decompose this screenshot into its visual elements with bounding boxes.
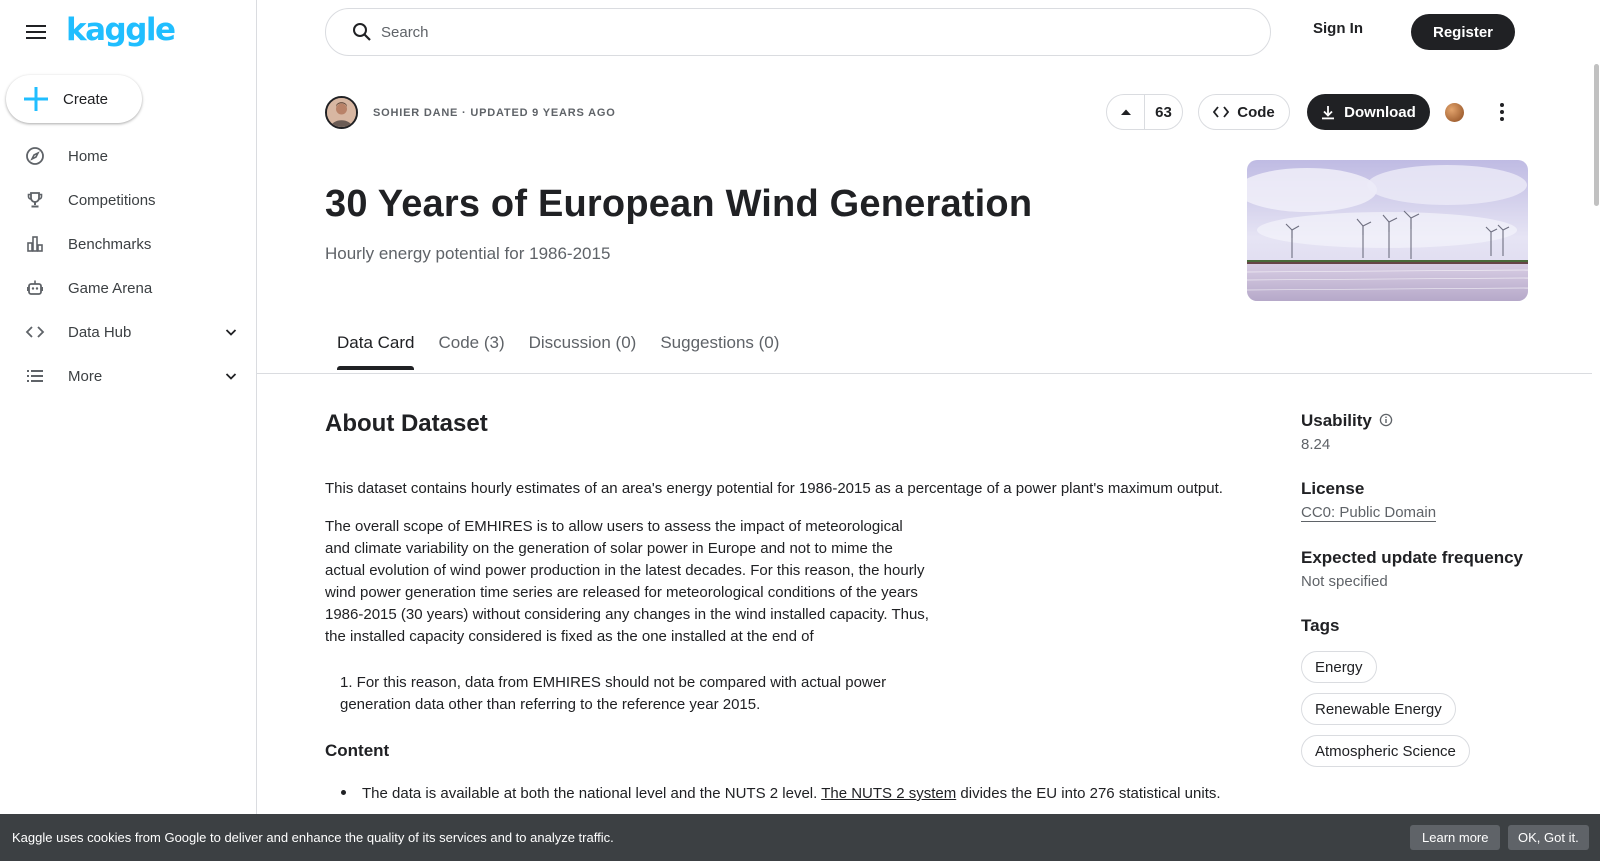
tags-label: Tags: [1301, 616, 1340, 635]
about-heading: About Dataset: [325, 410, 488, 437]
medal-icon[interactable]: [1445, 103, 1464, 122]
dataset-meta: SOHIER DANE · UPDATED 9 YEARS AGO: [373, 107, 616, 119]
list-item-text-after: divides the EU into 276 statistical units.: [960, 785, 1221, 802]
create-button[interactable]: [6, 75, 142, 123]
tag-renewable-energy[interactable]: Renewable Energy: [1301, 693, 1456, 725]
ordered-list-item: 1. For this reason, data from EMHIRES should not be compared with actual power generation data other than referring to the reference year 2015.: [340, 674, 887, 713]
search-input[interactable]: [381, 24, 1201, 41]
code-icon: [25, 322, 45, 342]
tab-divider: [257, 373, 1592, 374]
dataset-tabs: [337, 333, 803, 366]
tab-code[interactable]: Code (3): [438, 333, 505, 352]
bar-chart-icon: [25, 234, 45, 254]
code-button-label: Code: [1237, 103, 1275, 121]
about-paragraph-2: The overall scope of EMHIRES is to allow users to assess the impact of meteorological and climate variability on the generation of solar power in Europe and not to mime the actual evolution of wind power production in the latest decades. For this reason, the hourly wind power generation time series are released for meteorological conditions of the years 1986-2015 (30 years) without considering any changes in the wind installed capacity. Thus, the installed capacity considered is fixed as the one installed at the end of: [325, 518, 929, 645]
sidebar-item-competitions[interactable]: [0, 178, 256, 222]
search-icon: [351, 21, 373, 43]
upvote-button[interactable]: [1107, 95, 1145, 129]
sidebar-item-label: Home: [68, 147, 109, 165]
download-button-label: Download: [1344, 103, 1416, 121]
list-item: [341, 785, 1221, 802]
download-icon: [1321, 105, 1335, 120]
usability-value: 8.24: [1301, 436, 1331, 453]
triangle-up-icon: [1120, 108, 1132, 116]
register-button[interactable]: Register: [1411, 14, 1515, 50]
dataset-subtitle: Hourly energy potential for 1986-2015: [325, 244, 611, 263]
license-label: License: [1301, 479, 1365, 498]
robot-icon: [25, 278, 45, 298]
sidebar-item-data-hub[interactable]: [0, 310, 256, 354]
sidebar-item-benchmarks[interactable]: [0, 222, 256, 266]
kaggle-logo[interactable]: kaggle: [66, 12, 175, 48]
sidebar-item-label: Benchmarks: [68, 235, 152, 253]
dataset-title: 30 Years of European Wind Generation: [325, 183, 1033, 225]
license-link[interactable]: CC0: Public Domain: [1301, 504, 1437, 521]
compass-icon: [25, 146, 45, 166]
code-icon: [1213, 105, 1229, 119]
about-paragraph-1: This dataset contains hourly estimates of an area's energy potential for 1986-2015 as a percentage of a power plant's maximum output.: [325, 480, 1223, 497]
tag-atmospheric-science[interactable]: Atmospheric Science: [1301, 735, 1470, 767]
search-bar[interactable]: [325, 8, 1271, 56]
chevron-down-icon[interactable]: [223, 368, 239, 384]
tab-suggestions[interactable]: Suggestions (0): [660, 333, 780, 352]
author-avatar[interactable]: [325, 96, 358, 129]
more-options-icon[interactable]: [1494, 100, 1510, 124]
content-heading: Content: [325, 741, 390, 760]
sidebar-top: [0, 0, 256, 66]
tag-energy[interactable]: Energy: [1301, 651, 1377, 683]
sidebar: [0, 0, 257, 861]
sidebar-item-label: Data Hub: [68, 323, 132, 341]
code-button[interactable]: [1198, 94, 1290, 130]
dataset-banner-image: [1247, 160, 1528, 301]
sidebar-item-home[interactable]: [0, 134, 256, 178]
scrollbar-thumb[interactable]: [1594, 64, 1599, 206]
tab-discussion[interactable]: Discussion (0): [528, 333, 637, 352]
nuts2-link[interactable]: The NUTS 2 system: [821, 785, 957, 802]
sidebar-nav: [0, 134, 256, 398]
menu-icon[interactable]: [22, 20, 50, 44]
frequency-value: Not specified: [1301, 573, 1388, 590]
cookie-banner: [0, 814, 1600, 861]
plus-icon: [23, 86, 49, 112]
trophy-icon: [25, 190, 45, 210]
tab-data-card[interactable]: Data Card: [337, 333, 414, 366]
sidebar-item-more[interactable]: [0, 354, 256, 398]
usability-label: Usability: [1301, 411, 1372, 430]
upvote-count: 63: [1155, 103, 1172, 121]
list-item-text: The data is available at both the national level and the NUTS 2 level.: [362, 785, 818, 802]
list-icon: [25, 366, 45, 386]
sidebar-item-label: More: [68, 367, 103, 385]
cookie-ok-button[interactable]: OK, Got it.: [1508, 825, 1589, 850]
chevron-down-icon[interactable]: [223, 324, 239, 340]
page-scrollbar[interactable]: [1592, 0, 1600, 812]
cookie-message: Kaggle uses cookies from Google to deliver and enhance the quality of its services and to analyze traffic.: [12, 830, 614, 845]
sidebar-item-label: Competitions: [68, 191, 156, 209]
bullet-icon: [341, 790, 346, 795]
sidebar-item-game-arena[interactable]: [0, 266, 256, 310]
sidebar-item-label: Game Arena: [68, 279, 153, 297]
info-icon[interactable]: [1379, 413, 1393, 427]
learn-more-button[interactable]: Learn more: [1410, 825, 1500, 850]
sign-in-link[interactable]: Sign In: [1313, 20, 1363, 37]
download-button[interactable]: [1307, 94, 1430, 130]
create-button-label: Create: [63, 90, 109, 108]
frequency-label: Expected update frequency: [1301, 548, 1524, 567]
upvote-control: [1106, 94, 1183, 130]
